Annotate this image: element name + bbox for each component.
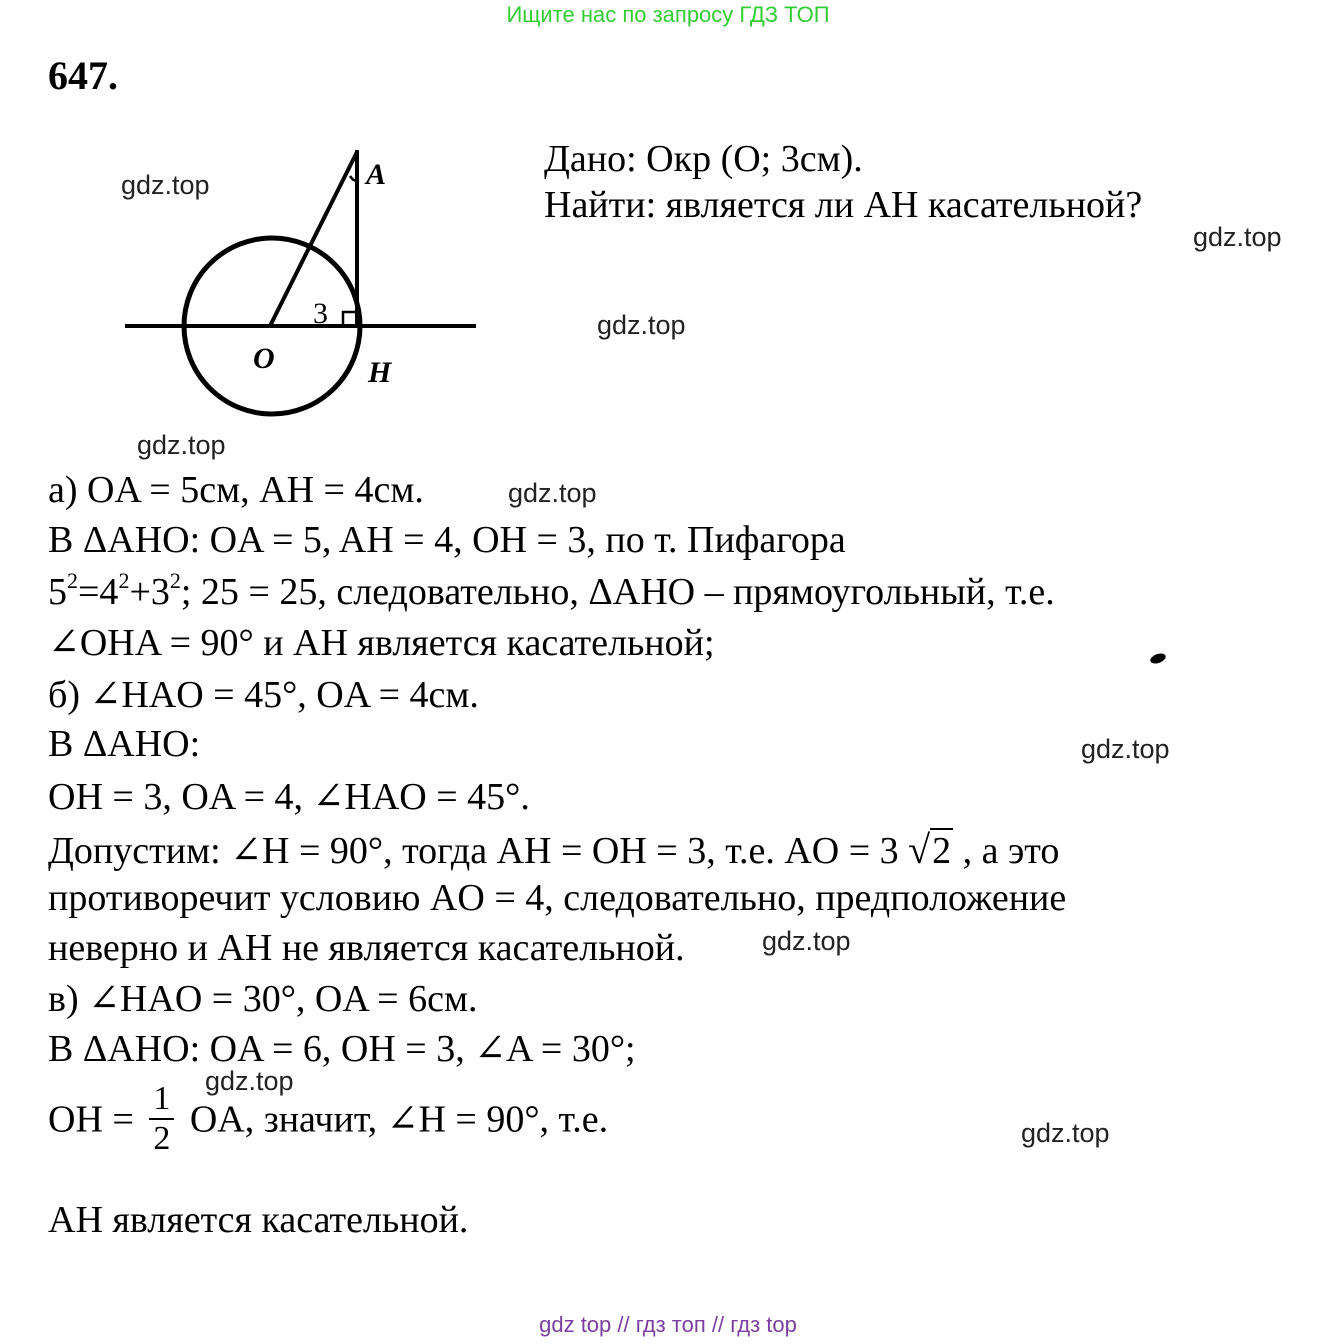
footer-links: gdz top // гдз топ // гдз top xyxy=(539,1312,797,1337)
watermark: gdz.top xyxy=(121,170,210,200)
label-H: H xyxy=(368,356,392,389)
given-block xyxy=(544,136,1142,228)
part-b-assumption: Допустим: ∠H = 90°, тогда AH = OH = 3, т.е. AO = 3 √2 , а это xyxy=(48,827,1060,872)
square-root: √2 xyxy=(908,827,952,872)
part-b-line: противоречит условию AO = 4, следовательно, предположение xyxy=(48,877,1067,919)
watermark: gdz.top xyxy=(137,430,226,460)
part-c-heading: в) ∠HAO = 30°, OA = 6см. xyxy=(48,978,478,1020)
label-radius: 3 xyxy=(313,297,328,330)
part-c-line: В ΔAHO: OA = 6, OH = 3, ∠A = 30°; xyxy=(48,1028,636,1070)
part-b-line: В ΔAHO: xyxy=(48,723,201,765)
part-a-line: ∠OHA = 90° и AH является касательной; xyxy=(48,622,715,664)
part-b-line: OH = 3, OA = 4, ∠HAO = 45°. xyxy=(48,776,530,818)
search-banner: Ищите нас по запросу ГДЗ ТОП xyxy=(506,2,830,27)
part-c-fraction-line: OH = $\frac{1}{2}$ OA, значит, ∠H = 90°, т.е. xyxy=(48,1080,609,1157)
label-O: O xyxy=(253,342,275,375)
right-angle-mark xyxy=(343,312,357,326)
problem-number: 647. xyxy=(48,53,118,98)
part-b-heading: б) ∠HAO = 45°, OA = 4см. xyxy=(48,674,479,716)
fraction-one-half: $\frac{1}{2}$ xyxy=(149,1082,174,1156)
find-line: Найти: является ли AH касательной? xyxy=(544,184,1143,226)
watermark: gdz.top xyxy=(1081,734,1170,764)
watermark: gdz.top xyxy=(205,1066,294,1096)
label-A: A xyxy=(366,158,387,191)
part-c-conclusion: AH является касательной. xyxy=(48,1199,469,1241)
part-b-line: неверно и AH не является касательной. xyxy=(48,927,685,969)
pythagoras-line: $5^2=4^2+3^2$; 25 = 25, следовательно, ΔAHO – прямоугольный, т.е. xyxy=(48,568,1055,613)
part-a-line: В ΔAHO: OA = 5, AH = 4, OH = 3, по т. Пифагора xyxy=(48,519,846,561)
given-line: Дано: Окр (O; 3см). xyxy=(544,138,863,180)
watermark: gdz.top xyxy=(1193,222,1282,252)
part-a-heading: а) OA = 5см, AH = 4см. xyxy=(48,469,424,511)
watermark: gdz.top xyxy=(508,478,597,508)
watermark: gdz.top xyxy=(597,310,686,340)
watermark: gdz.top xyxy=(1021,1118,1110,1148)
watermark: gdz.top xyxy=(762,926,851,956)
ink-dot xyxy=(1149,652,1167,666)
